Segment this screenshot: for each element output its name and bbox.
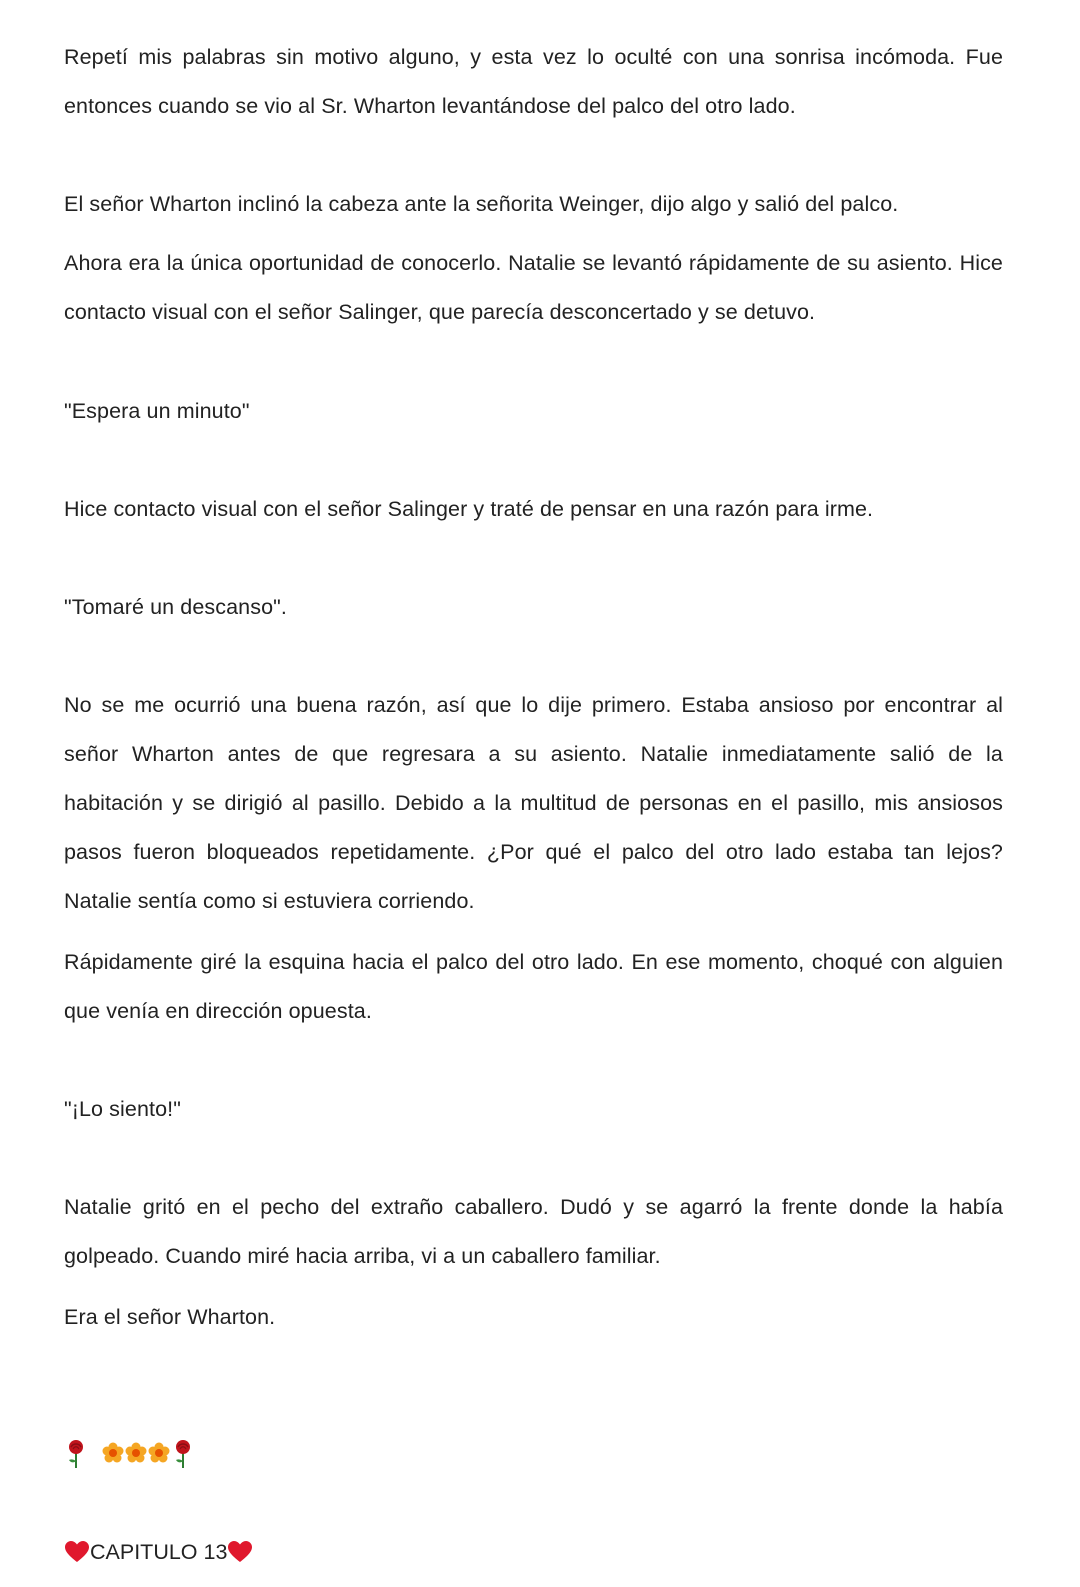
paragraph-8: Rápidamente giré la esquina hacia el palco del otro lado. En ese momento, choqué con alguien que venía en dirección opuesta.: [64, 950, 1003, 1023]
paragraph-10: Natalie gritó en el pecho del extraño caballero. Dudó y se agarró la frente donde la había golpeado. Cuando miré hacia arriba, vi a un caballero familiar.: [64, 1195, 1003, 1268]
chapter-heading: [64, 1532, 253, 1572]
flower-icon: [148, 1442, 170, 1466]
paragraph-6: "Tomaré un descanso".: [64, 595, 287, 619]
paragraph-7: No se me ocurrió una buena razón, así que lo dije primero. Estaba ansioso por encontrar al señor Wharton antes de que regresara a su asiento. Natalie inmediatamente salió de la habitación y se dirigió al pasillo. Debido a la multitud de personas en el pasillo, mis ansiosos pasos fueron bloqueados repetidamente. ¿Por qué el palco del otro lado estaba tan lejos? Natalie sentía como si estuviera corriendo.: [64, 693, 1003, 913]
paragraph-1: Repetí mis palabras sin motivo alguno, y esta vez lo oculté con una sonrisa incómoda. Fue entonces cuando se vio al Sr. Wharton levantándose del palco del otro lado.: [64, 45, 1003, 118]
paragraph-2: El señor Wharton inclinó la cabeza ante la señorita Weinger, dijo algo y salió del palco.: [64, 192, 899, 216]
paragraph-5: Hice contacto visual con el señor Salinger y traté de pensar en una razón para irme.: [64, 497, 874, 521]
flower-icon: [102, 1442, 124, 1466]
heart-icon: [227, 1540, 253, 1564]
paragraph-4: "Espera un minuto": [64, 399, 250, 423]
heart-icon: [64, 1540, 90, 1564]
rose-icon: [171, 1439, 195, 1469]
flower-icon: [125, 1442, 147, 1466]
chapter-heading-label: CAPITULO 13: [90, 1539, 228, 1564]
paragraph-11: Era el señor Wharton.: [64, 1305, 276, 1329]
rose-icon: [64, 1439, 88, 1469]
emoji-decoration: [64, 1432, 195, 1476]
paragraph-9: "¡Lo siento!": [64, 1097, 181, 1121]
paragraph-3: Ahora era la única oportunidad de conocerlo. Natalie se levantó rápidamente de su asiento. Hice contacto visual con el señor Salinger, que parecía desconcertado y se detuvo.: [64, 251, 1003, 324]
